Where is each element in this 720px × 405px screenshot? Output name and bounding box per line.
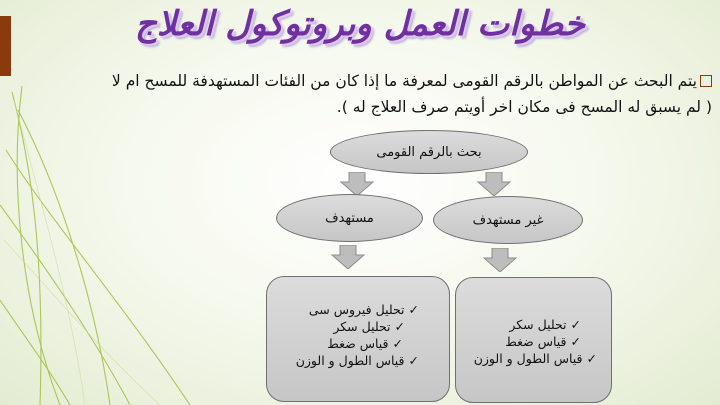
search-node: بحث بالرقم القومى: [330, 130, 528, 174]
not-targeted-steps-list: [474, 316, 597, 367]
checkmark-icon: ✓: [586, 351, 597, 366]
arrow-down-icon: [330, 245, 366, 269]
checkbox-bullet-icon: [700, 75, 712, 87]
checkmark-icon: ✓: [570, 334, 581, 349]
arrow-down-icon: [339, 172, 375, 196]
left-accent-bar: [0, 16, 11, 76]
targeted-steps-list: [296, 301, 419, 369]
intro-line-2: ( لم يسبق له المسح فى مكان اخر أويتم صرف العلاج له ).: [336, 98, 712, 116]
checkmark-icon: ✓: [394, 319, 405, 334]
list-item: ✓ تحليل فيروس سى: [308, 302, 419, 317]
checkmark-icon: ✓: [392, 336, 403, 351]
arrow-down-icon: [482, 248, 518, 272]
not-targeted-node: غير مستهدف: [433, 196, 583, 244]
checkmark-icon: ✓: [408, 302, 419, 317]
page-title: خطوات العمل وبروتوكول العلاج: [134, 4, 586, 44]
list-item: ✓ قياس الطول و الوزن: [473, 351, 597, 366]
arrow-down-icon: [476, 172, 512, 196]
checkmark-icon: ✓: [570, 317, 581, 332]
list-item: ✓ تحليل سكر: [509, 317, 581, 332]
not-targeted-steps-box: [455, 277, 612, 403]
intro-line-1: [24, 72, 712, 90]
list-item: ✓ تحليل سكر: [333, 319, 405, 334]
intro-line-1-text: يتم البحث عن المواطن بالرقم القومى لمعرفة ما إذا كان من الفئات المستهدفة للمسح ام لا: [111, 72, 697, 90]
list-item: ✓ قياس ضغط: [327, 336, 403, 351]
list-item: ✓ قياس الطول و الوزن: [295, 353, 419, 368]
targeted-steps-box: [266, 276, 450, 402]
list-item: ✓ قياس ضغط: [505, 334, 581, 349]
targeted-node: مستهدف: [276, 194, 423, 242]
checkmark-icon: ✓: [408, 353, 419, 368]
